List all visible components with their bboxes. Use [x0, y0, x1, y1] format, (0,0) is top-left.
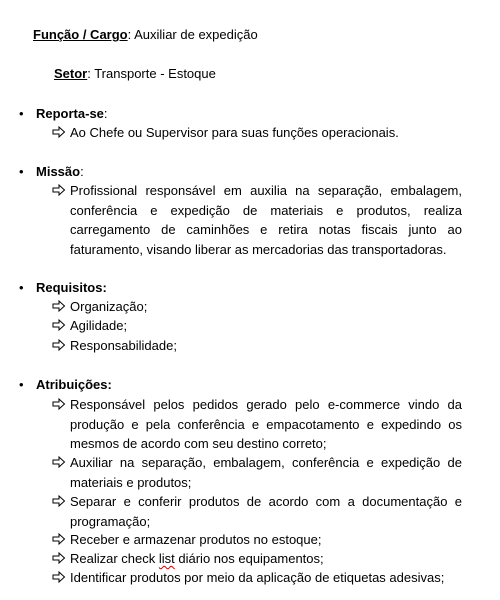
hollow-right-arrow-icon	[52, 125, 66, 141]
hollow-right-arrow-icon	[52, 570, 66, 586]
requisitos-title: Requisitos:	[36, 280, 107, 295]
funcao-value: : Auxiliar de expedição	[127, 27, 258, 42]
bullet-dot-icon: •	[19, 377, 24, 392]
setor-line	[54, 66, 216, 82]
hollow-right-arrow-icon	[52, 183, 66, 199]
atribuicoes-title: Atribuições:	[36, 377, 112, 392]
spellcheck-word: list	[158, 551, 175, 566]
atribuicao-item: Separar e conferir produtos de acordo com a documentação e programação;	[70, 494, 462, 529]
atribuicao-item: Auxiliar na separação, embalagem, conferência e expedição de materiais e produtos;	[70, 455, 462, 490]
hollow-right-arrow-icon	[52, 532, 66, 548]
atribuicao-item: Receber e armazenar produtos no estoque;	[70, 532, 322, 547]
reporta-heading	[36, 106, 108, 122]
hollow-right-arrow-icon	[52, 551, 66, 567]
reporta-title: Reporta-se	[36, 106, 104, 121]
missao-item: Profissional responsável em auxilia na separação, embalagem, conferência e expedição de materiais e produtos, realiza carregamento de caminhões e retira notas fiscais junto ao faturamento, visando liberar as mercadorias das transportadoras.	[70, 183, 462, 257]
reporta-colon: :	[103, 106, 108, 121]
requisito-item: Organização;	[70, 299, 148, 314]
reporta-item: Ao Chefe ou Supervisor para suas funções operacionais.	[70, 125, 399, 140]
setor-value: : Transporte - Estoque	[87, 66, 216, 81]
missao-title: Missão	[36, 164, 81, 179]
missao-heading	[36, 164, 84, 180]
bullet-dot-icon: •	[19, 106, 24, 121]
hollow-right-arrow-icon	[52, 338, 66, 354]
atribuicao-item-check-list: Realizar check list diário nos equipamentos;	[70, 551, 324, 566]
hollow-right-arrow-icon	[52, 318, 66, 334]
hollow-right-arrow-icon	[52, 455, 66, 471]
bullet-dot-icon: •	[19, 164, 24, 179]
requisito-item: Agilidade;	[70, 318, 128, 333]
funcao-line	[33, 27, 258, 43]
hollow-right-arrow-icon	[52, 397, 66, 413]
atribuicao-item: Identificar produtos por meio da aplicação de etiquetas adesivas;	[70, 570, 445, 585]
requisito-item: Responsabilidade;	[70, 338, 177, 353]
setor-label: Setor	[54, 66, 88, 81]
funcao-label: Função / Cargo	[33, 27, 128, 42]
hollow-right-arrow-icon	[52, 494, 66, 510]
missao-colon: :	[80, 164, 84, 179]
atribuicao-item: Responsável pelos pedidos gerado pelo e-commerce vindo da produção e pela conferência e empacotamento e expedindo os mesmos de acordo com seu destino correto;	[70, 397, 462, 451]
hollow-right-arrow-icon	[52, 299, 66, 315]
bullet-dot-icon: •	[19, 280, 24, 295]
